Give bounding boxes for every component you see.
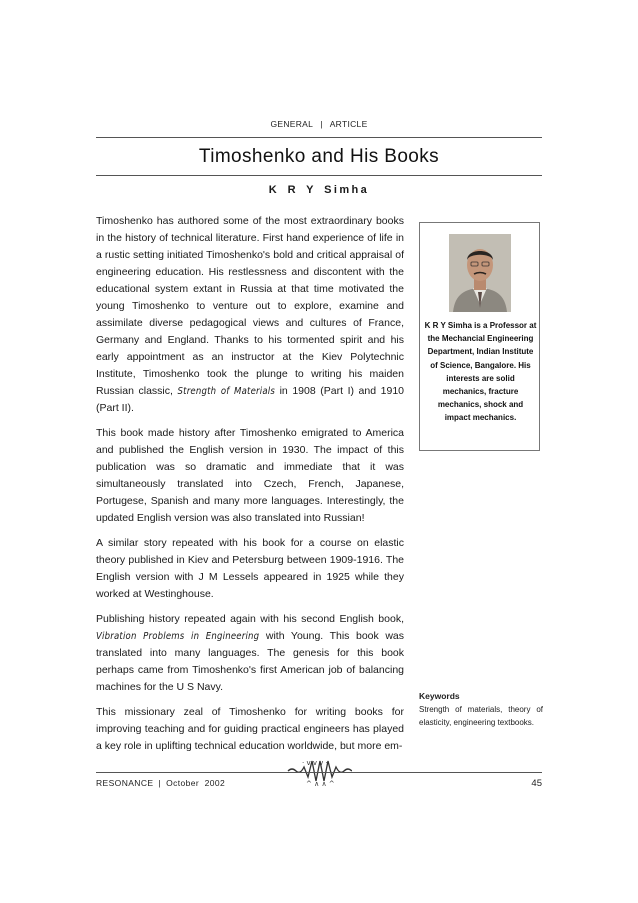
- header-rule: [96, 137, 542, 138]
- footer-rule: [96, 772, 542, 773]
- running-header: [96, 119, 542, 129]
- paragraph-1: Timoshenko has authored some of the most extraordinary books in the history of technical literature. First hand experience of life in a rustic setting initiated Timoshenko's bold and critical appraisal of engineering education. His restlessness and discontent with the educational system extant in Russia at that time motivated the young Timoshenko to venture out to explore, examine and assimilate diverse pedagogical views and cultures of France, Germany and England. Thanks to his tormented spirit and his early appointment as an instructor at the Kiev Polytechnic Institute, Timoshenko took the plunge to writing his maiden Russian classic, Strength of Materials in 1908 (Part I) and 1910 (Part II).: [96, 215, 405, 414]
- author-bio: K R Y Simha is a Professor at the Mechancial Engineering Department, Indian Institute of Science, Bangalore. His interests are solid mechanics, fracture mechanics, shock and impact mechanics.: [424, 321, 537, 423]
- author-name: K R Y Simha: [268, 184, 370, 196]
- header-divider: |: [320, 119, 323, 129]
- paragraph-5: This missionary zeal of Timoshenko for writing books for improving teaching and for guiding practical engineers has played a key role in uplifting technical education worldwide, but more em-: [96, 706, 404, 752]
- keywords-text: Strength of materials, theory of elasticity, engineering textbooks.: [419, 705, 543, 727]
- paragraph-2: This book made history after Timoshenko emigrated to America and published the English version in 1930. The impact of this publication was so dramatic and immediate that it was simultaneously translated into Czech, French, Japanese, Portugese, Spanish and many more languages. Interestingly, the updated English version was also translated into Russian!: [96, 427, 404, 524]
- title-rule: [96, 175, 542, 176]
- footer-divider: |: [158, 778, 162, 788]
- paragraph-4: Publishing history repeated again with his second English book, Vibration Problems in Engineering with Young. This book was translated into many languages. The genesis for this book perhaps came from Timoshenko's first American job of balancing machines for the U S Navy.: [96, 613, 405, 693]
- footer-journal: [96, 778, 225, 788]
- article-body: [96, 213, 404, 763]
- book-title: Strength of Materials: [177, 386, 276, 397]
- svg-text:· v v v ·: · v v v ·: [302, 759, 328, 767]
- header-type: ARTICLE: [329, 119, 368, 129]
- keywords-heading: Keywords: [419, 691, 460, 701]
- page-number: 45: [531, 778, 542, 789]
- article-title: Timoshenko and His Books: [198, 146, 440, 167]
- header-section: GENERAL: [270, 119, 314, 129]
- book-title: Vibration Problems in Engineering: [96, 631, 260, 642]
- journal-name: RESONANCE: [96, 778, 154, 788]
- author-portrait-icon: [449, 234, 511, 312]
- keywords-box: [419, 690, 543, 729]
- svg-text:^ ∧ ∧ ^: ^ ∧ ∧ ^: [306, 780, 335, 787]
- paragraph-3: A similar story repeated with his book for a course on elastic theory published in Kiev and Petersburg between 1909-1916. The English version with J M Lessels appeared in 1925 while they worked at Westinghouse.: [96, 537, 404, 600]
- issue-date: October 2002: [166, 778, 226, 788]
- author-photo: [449, 234, 511, 312]
- resonance-logo-icon: [286, 755, 352, 787]
- author-sidebar: [419, 222, 540, 451]
